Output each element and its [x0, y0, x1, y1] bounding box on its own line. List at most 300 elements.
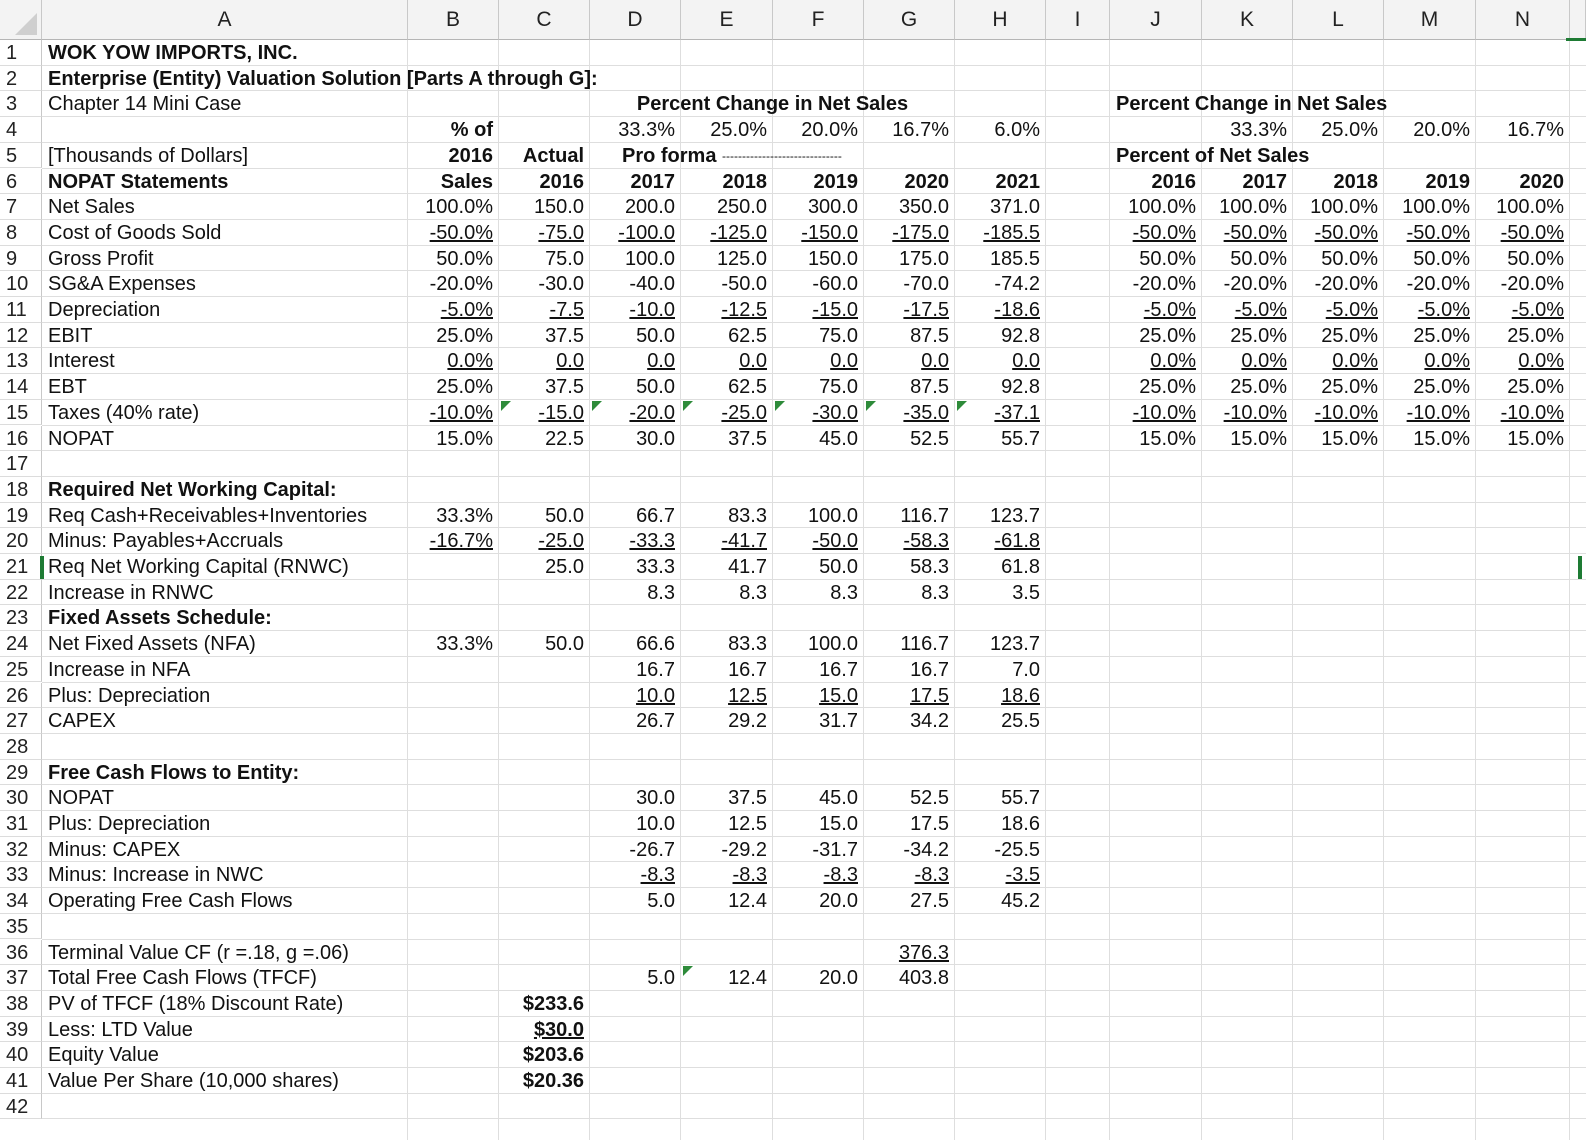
cell-D27[interactable]: 26.7: [636, 710, 675, 733]
label-fixed-0[interactable]: Net Fixed Assets (NFA): [48, 633, 256, 656]
column-header-K[interactable]: K: [1202, 0, 1293, 40]
cell-J10[interactable]: -20.0%: [1132, 273, 1196, 296]
cell-F21[interactable]: 50.0: [819, 556, 858, 578]
column-header-D[interactable]: D: [590, 0, 681, 40]
valuation-result-2[interactable]: $203.6: [522, 1044, 584, 1067]
cell-F9[interactable]: 150.0: [807, 247, 858, 270]
cell-F22[interactable]: 8.3: [830, 581, 858, 604]
cell-N13[interactable]: 0.0%: [1518, 350, 1564, 373]
cell-F12[interactable]: 75.0: [819, 324, 858, 347]
label-interest[interactable]: Interest: [48, 350, 115, 373]
cell-E10[interactable]: -50.0: [721, 273, 767, 296]
cell-C13[interactable]: 0.0: [556, 350, 584, 373]
growth-D[interactable]: 33.3%: [618, 119, 675, 142]
cell-H31[interactable]: 18.6: [1001, 813, 1040, 835]
cell-N10[interactable]: -20.0%: [1500, 273, 1564, 296]
column-header-I[interactable]: I: [1046, 0, 1110, 40]
cell-F24[interactable]: 100.0: [807, 633, 858, 656]
pro-forma-label[interactable]: Pro forma: [622, 144, 717, 167]
row-header-7[interactable]: 7: [0, 194, 42, 220]
cell-D12[interactable]: 50.0: [636, 324, 675, 347]
cell-H16[interactable]: 55.7: [1001, 427, 1040, 450]
label-nwc-0[interactable]: Req Cash+Receivables+Inventories: [48, 504, 368, 527]
growth-H[interactable]: 6.0%: [994, 119, 1040, 142]
cell-H7[interactable]: 371.0: [989, 196, 1040, 219]
cell-M15[interactable]: -10.0%: [1406, 401, 1470, 424]
cell-C14[interactable]: 37.5: [545, 376, 584, 399]
label-ebt[interactable]: EBT: [48, 376, 87, 399]
row-header-33[interactable]: 33: [0, 862, 42, 888]
cell-G22[interactable]: 8.3: [921, 581, 949, 604]
cell-F15[interactable]: -30.0: [812, 401, 858, 424]
right-year-J[interactable]: 2016: [1151, 170, 1196, 193]
cell-L9[interactable]: 50.0%: [1321, 247, 1378, 270]
tfcf-G[interactable]: 403.8: [898, 967, 949, 990]
row-header-20[interactable]: 20: [0, 528, 42, 554]
cell-D24[interactable]: 66.6: [636, 633, 675, 656]
cell-J13[interactable]: 0.0%: [1150, 350, 1196, 373]
cell-F14[interactable]: 75.0: [819, 376, 858, 399]
cell-E34[interactable]: 12.4: [728, 890, 767, 913]
row-header-38[interactable]: 38: [0, 991, 42, 1017]
cell-D33[interactable]: -8.3: [640, 864, 675, 887]
valuation-result-1[interactable]: $30.0: [533, 1018, 584, 1041]
cell-D31[interactable]: 10.0: [636, 813, 675, 835]
cell-C10[interactable]: -30.0: [538, 273, 584, 296]
label-valuation-3[interactable]: Less: LTD Value: [48, 1018, 193, 1041]
cell-L16[interactable]: 15.0%: [1321, 427, 1378, 450]
cell-G31[interactable]: 17.5: [910, 813, 949, 835]
valuation-result-0[interactable]: $233.6: [522, 992, 584, 1015]
label-gross-profit[interactable]: Gross Profit: [48, 247, 154, 270]
row-header-31[interactable]: 31: [0, 811, 42, 837]
cell-E24[interactable]: 83.3: [728, 633, 767, 656]
right-growth-K[interactable]: 33.3%: [1230, 119, 1287, 142]
label-fixed-3[interactable]: CAPEX: [48, 710, 116, 733]
cell-G32[interactable]: -34.2: [903, 838, 949, 861]
cell-E8[interactable]: -125.0: [710, 221, 767, 244]
cell-E7[interactable]: 250.0: [716, 196, 767, 219]
row-header-9[interactable]: 9: [0, 246, 42, 272]
cell-J15[interactable]: -10.0%: [1132, 401, 1196, 424]
cell-K9[interactable]: 50.0%: [1230, 247, 1287, 270]
chapter-label[interactable]: Chapter 14 Mini Case: [48, 93, 242, 116]
cell-G34[interactable]: 27.5: [910, 890, 949, 913]
cell-N9[interactable]: 50.0%: [1507, 247, 1564, 270]
valuation-result-3[interactable]: $20.36: [522, 1070, 584, 1092]
cell-M10[interactable]: -20.0%: [1406, 273, 1470, 296]
row-header-1[interactable]: 1: [0, 40, 42, 66]
label-valuation-1[interactable]: Total Free Cash Flows (TFCF): [48, 967, 317, 990]
cell-J7[interactable]: 100.0%: [1128, 196, 1196, 219]
row-header-35[interactable]: 35: [0, 914, 42, 940]
cell-F26[interactable]: 15.0: [819, 684, 858, 707]
cell-L7[interactable]: 100.0%: [1310, 196, 1378, 219]
cell-C11[interactable]: -7.5: [549, 299, 584, 321]
row-header-14[interactable]: 14: [0, 374, 42, 400]
cell-K10[interactable]: -20.0%: [1223, 273, 1287, 296]
cell-F34[interactable]: 20.0: [819, 890, 858, 913]
growth-G[interactable]: 16.7%: [892, 119, 949, 142]
cell-D20[interactable]: -33.3: [629, 530, 675, 553]
row-header-25[interactable]: 25: [0, 657, 42, 683]
year-H[interactable]: 2021: [995, 170, 1040, 193]
row-header-40[interactable]: 40: [0, 1042, 42, 1068]
cell-G15[interactable]: -35.0: [903, 401, 949, 424]
cell-K14[interactable]: 25.0%: [1230, 376, 1287, 399]
cell-E32[interactable]: -29.2: [721, 838, 767, 861]
column-header-B[interactable]: B: [408, 0, 499, 40]
cell-G30[interactable]: 52.5: [910, 787, 949, 810]
cell-F25[interactable]: 16.7: [819, 658, 858, 681]
column-header-A[interactable]: A: [42, 0, 408, 40]
label-ebit[interactable]: EBIT: [48, 324, 93, 347]
cell-N8[interactable]: -50.0%: [1500, 221, 1564, 244]
cell-D14[interactable]: 50.0: [636, 376, 675, 399]
column-header-G[interactable]: G: [864, 0, 955, 40]
cell-F19[interactable]: 100.0: [807, 504, 858, 527]
pct-of-label[interactable]: % of: [450, 119, 493, 142]
label-fcf-2[interactable]: Minus: CAPEX: [48, 838, 181, 861]
cell-L14[interactable]: 25.0%: [1321, 376, 1378, 399]
right-year-K[interactable]: 2017: [1242, 170, 1287, 193]
cell-J9[interactable]: 50.0%: [1139, 247, 1196, 270]
pct-change-header[interactable]: Percent Change in Net Sales: [636, 93, 909, 116]
cell-J16[interactable]: 15.0%: [1139, 427, 1196, 450]
cell-H34[interactable]: 45.2: [1001, 890, 1040, 913]
cell-F31[interactable]: 15.0: [819, 813, 858, 835]
cell-H14[interactable]: 92.8: [1001, 376, 1040, 399]
cell-E25[interactable]: 16.7: [728, 658, 767, 681]
cell-B5[interactable]: 2016: [448, 144, 493, 167]
cell-D26[interactable]: 10.0: [636, 684, 675, 707]
label-valuation-2[interactable]: PV of TFCF (18% Discount Rate): [48, 992, 344, 1015]
valuation-subtitle[interactable]: Enterprise (Entity) Valuation Solution [Parts A through G]:: [48, 67, 598, 90]
column-header-C[interactable]: C: [499, 0, 590, 40]
thousands-label[interactable]: [Thousands of Dollars]: [48, 144, 249, 167]
right-growth-L[interactable]: 25.0%: [1321, 119, 1378, 142]
label-valuation-5[interactable]: Value Per Share (10,000 shares): [48, 1070, 339, 1092]
row-header-27[interactable]: 27: [0, 708, 42, 734]
cell-F30[interactable]: 45.0: [819, 787, 858, 810]
cell-H20[interactable]: -61.8: [994, 530, 1040, 553]
cell-G11[interactable]: -17.5: [903, 299, 949, 321]
cell-C12[interactable]: 37.5: [545, 324, 584, 347]
cell-D8[interactable]: -100.0: [618, 221, 675, 244]
year-G[interactable]: 2020: [904, 170, 949, 193]
column-header-H[interactable]: H: [955, 0, 1046, 40]
cell-D25[interactable]: 16.7: [636, 658, 675, 681]
cell-L10[interactable]: -20.0%: [1314, 273, 1378, 296]
cell-G33[interactable]: -8.3: [914, 864, 949, 887]
cell-C19[interactable]: 50.0: [545, 504, 584, 527]
cell-M7[interactable]: 100.0%: [1402, 196, 1470, 219]
cell-K8[interactable]: -50.0%: [1223, 221, 1287, 244]
cell-G14[interactable]: 87.5: [910, 376, 949, 399]
label-cost-of-goods-sold[interactable]: Cost of Goods Sold: [48, 221, 222, 244]
label-net-sales[interactable]: Net Sales: [48, 196, 135, 219]
cell-G19[interactable]: 116.7: [900, 504, 949, 527]
cell-K13[interactable]: 0.0%: [1241, 350, 1287, 373]
cell-K15[interactable]: -10.0%: [1223, 401, 1287, 424]
cell-B8[interactable]: -50.0%: [429, 221, 493, 244]
cell-H19[interactable]: 123.7: [989, 504, 1040, 527]
cell-E20[interactable]: -41.7: [721, 530, 767, 553]
row-header-11[interactable]: 11: [0, 297, 42, 323]
right-growth-N[interactable]: 16.7%: [1507, 119, 1564, 142]
cell-E19[interactable]: 83.3: [728, 504, 767, 527]
cell-E22[interactable]: 8.3: [739, 581, 767, 604]
cell-G9[interactable]: 175.0: [898, 247, 949, 270]
terminal-value[interactable]: 376.3: [898, 941, 949, 964]
row-header-18[interactable]: 18: [0, 477, 42, 503]
cell-E13[interactable]: 0.0: [739, 350, 767, 373]
fixed-assets-heading[interactable]: Fixed Assets Schedule:: [48, 607, 272, 630]
cell-J8[interactable]: -50.0%: [1132, 221, 1196, 244]
column-header-N[interactable]: N: [1476, 0, 1570, 40]
right-year-N[interactable]: 2020: [1519, 170, 1564, 193]
cell-E31[interactable]: 12.5: [728, 813, 767, 835]
cell-L8[interactable]: -50.0%: [1314, 221, 1378, 244]
cell-H27[interactable]: 25.5: [1001, 710, 1040, 733]
cell-B12[interactable]: 25.0%: [436, 324, 493, 347]
row-header-5[interactable]: 5: [0, 143, 42, 169]
growth-F[interactable]: 20.0%: [801, 119, 858, 142]
cell-H22[interactable]: 3.5: [1012, 581, 1040, 604]
row-header-22[interactable]: 22: [0, 580, 42, 606]
cell-G16[interactable]: 52.5: [910, 427, 949, 450]
cell-E26[interactable]: 12.5: [728, 684, 767, 707]
cell-N14[interactable]: 25.0%: [1507, 376, 1564, 399]
cell-D16[interactable]: 30.0: [636, 427, 675, 450]
cell-C21[interactable]: 25.0: [545, 556, 584, 578]
column-header-J[interactable]: J: [1110, 0, 1202, 40]
row-header-13[interactable]: 13: [0, 348, 42, 374]
cell-G25[interactable]: 16.7: [910, 658, 949, 681]
cell-M16[interactable]: 15.0%: [1413, 427, 1470, 450]
year-E[interactable]: 2018: [722, 170, 767, 193]
row-header-21[interactable]: 21: [0, 554, 42, 580]
nopat-statements-heading[interactable]: NOPAT Statements: [48, 170, 229, 193]
cell-D7[interactable]: 200.0: [624, 196, 675, 219]
tfcf-E[interactable]: 12.4: [728, 967, 767, 990]
column-header-F[interactable]: F: [773, 0, 864, 40]
cell-H32[interactable]: -25.5: [994, 838, 1040, 861]
row-header-2[interactable]: 2: [0, 66, 42, 92]
cell-M14[interactable]: 25.0%: [1413, 376, 1470, 399]
cell-J11[interactable]: -5.0%: [1143, 299, 1196, 321]
column-header-M[interactable]: M: [1384, 0, 1476, 40]
row-header-32[interactable]: 32: [0, 837, 42, 863]
year-C[interactable]: 2016: [539, 170, 584, 193]
cell-C8[interactable]: -75.0: [538, 221, 584, 244]
cell-B16[interactable]: 15.0%: [436, 427, 493, 450]
cell-H30[interactable]: 55.7: [1001, 787, 1040, 810]
cell-F32[interactable]: -31.7: [812, 838, 858, 861]
cell-M12[interactable]: 25.0%: [1413, 324, 1470, 347]
cell-D21[interactable]: 33.3: [636, 556, 675, 578]
cell-E16[interactable]: 37.5: [728, 427, 767, 450]
cell-B14[interactable]: 25.0%: [436, 376, 493, 399]
cell-C15[interactable]: -15.0: [538, 401, 584, 424]
cell-E9[interactable]: 125.0: [716, 247, 767, 270]
cell-F8[interactable]: -150.0: [801, 221, 858, 244]
cell-C24[interactable]: 50.0: [545, 633, 584, 656]
label-depreciation[interactable]: Depreciation: [48, 299, 161, 321]
label-fcf-0[interactable]: NOPAT: [48, 787, 114, 810]
right-pct-change-header[interactable]: Percent Change in Net Sales: [1116, 93, 1388, 116]
cell-L11[interactable]: -5.0%: [1325, 299, 1378, 321]
cell-G8[interactable]: -175.0: [892, 221, 949, 244]
row-header-19[interactable]: 19: [0, 503, 42, 529]
cell-J14[interactable]: 25.0%: [1139, 376, 1196, 399]
cell-L15[interactable]: -10.0%: [1314, 401, 1378, 424]
tfcf-D[interactable]: 5.0: [647, 967, 675, 990]
cell-N15[interactable]: -10.0%: [1500, 401, 1564, 424]
cell-K11[interactable]: -5.0%: [1234, 299, 1287, 321]
growth-E[interactable]: 25.0%: [710, 119, 767, 142]
label-fixed-1[interactable]: Increase in NFA: [48, 658, 191, 681]
row-header-16[interactable]: 16: [0, 426, 42, 452]
cell-G24[interactable]: 116.7: [900, 633, 949, 656]
row-header-29[interactable]: 29: [0, 760, 42, 786]
cell-G10[interactable]: -70.0: [903, 273, 949, 296]
cell-M11[interactable]: -5.0%: [1417, 299, 1470, 321]
label-nwc-1[interactable]: Minus: Payables+Accruals: [48, 530, 284, 553]
label-fcf-4[interactable]: Operating Free Cash Flows: [48, 890, 293, 913]
year-F[interactable]: 2019: [813, 170, 858, 193]
cell-G27[interactable]: 34.2: [910, 710, 949, 733]
cell-F10[interactable]: -60.0: [812, 273, 858, 296]
cell-D22[interactable]: 8.3: [647, 581, 675, 604]
cell-B10[interactable]: -20.0%: [429, 273, 493, 296]
row-header-10[interactable]: 10: [0, 271, 42, 297]
cell-E12[interactable]: 62.5: [728, 324, 767, 347]
column-header-L[interactable]: L: [1293, 0, 1384, 40]
cell-G12[interactable]: 87.5: [910, 324, 949, 347]
cell-H9[interactable]: 185.5: [989, 247, 1040, 270]
row-header-12[interactable]: 12: [0, 323, 42, 349]
cell-G26[interactable]: 17.5: [910, 684, 949, 707]
cell-F16[interactable]: 45.0: [819, 427, 858, 450]
label-valuation-4[interactable]: Equity Value: [48, 1044, 159, 1067]
cell-M8[interactable]: -50.0%: [1406, 221, 1470, 244]
cell-M9[interactable]: 50.0%: [1413, 247, 1470, 270]
label-nwc-3[interactable]: Increase in RNWC: [48, 581, 214, 604]
cell-G13[interactable]: 0.0: [921, 350, 949, 373]
cell-C9[interactable]: 75.0: [545, 247, 584, 270]
row-header-37[interactable]: 37: [0, 965, 42, 991]
cell-H13[interactable]: 0.0: [1012, 350, 1040, 373]
year-D[interactable]: 2017: [630, 170, 675, 193]
cell-B13[interactable]: 0.0%: [447, 350, 493, 373]
row-header-39[interactable]: 39: [0, 1017, 42, 1043]
label-sg-a-expenses[interactable]: SG&A Expenses: [48, 273, 196, 296]
right-growth-M[interactable]: 20.0%: [1413, 119, 1470, 142]
cell-H21[interactable]: 61.8: [1001, 556, 1040, 578]
cell-E15[interactable]: -25.0: [721, 401, 767, 424]
cell-L12[interactable]: 25.0%: [1321, 324, 1378, 347]
cell-B11[interactable]: -5.0%: [440, 299, 493, 321]
row-header-3[interactable]: 3: [0, 91, 42, 117]
row-header-24[interactable]: 24: [0, 631, 42, 657]
cell-D19[interactable]: 66.7: [636, 504, 675, 527]
cell-D10[interactable]: -40.0: [629, 273, 675, 296]
label-nwc-2[interactable]: Req Net Working Capital (RNWC): [48, 556, 349, 578]
cell-F13[interactable]: 0.0: [830, 350, 858, 373]
cell-G7[interactable]: 350.0: [898, 196, 949, 219]
cell-C7[interactable]: 150.0: [533, 196, 584, 219]
label-fcf-1[interactable]: Plus: Depreciation: [48, 813, 211, 835]
label-nopat[interactable]: NOPAT: [48, 427, 114, 450]
cell-F33[interactable]: -8.3: [823, 864, 858, 887]
cell-B7[interactable]: 100.0%: [425, 196, 493, 219]
row-header-28[interactable]: 28: [0, 734, 42, 760]
cell-D9[interactable]: 100.0: [624, 247, 675, 270]
cell-K7[interactable]: 100.0%: [1219, 196, 1287, 219]
cell-C16[interactable]: 22.5: [545, 427, 584, 450]
row-header-41[interactable]: 41: [0, 1068, 42, 1094]
row-header-17[interactable]: 17: [0, 451, 42, 477]
cell-C20[interactable]: -25.0: [538, 530, 584, 553]
cell-D15[interactable]: -20.0: [629, 401, 675, 424]
cell-N7[interactable]: 100.0%: [1496, 196, 1564, 219]
cell-F27[interactable]: 31.7: [819, 710, 858, 733]
label-fixed-2[interactable]: Plus: Depreciation: [48, 684, 211, 707]
row-header-36[interactable]: 36: [0, 940, 42, 966]
row-header-4[interactable]: 4: [0, 117, 42, 143]
row-header-6[interactable]: 6: [0, 169, 42, 195]
company-title[interactable]: WOK YOW IMPORTS, INC.: [48, 42, 298, 64]
cell-D13[interactable]: 0.0: [647, 350, 675, 373]
cell-E27[interactable]: 29.2: [728, 710, 767, 733]
cell-N11[interactable]: -5.0%: [1511, 299, 1564, 321]
cell-D32[interactable]: -26.7: [629, 838, 675, 861]
label-valuation-0[interactable]: Terminal Value CF (r =.18, g =.06): [48, 941, 349, 964]
tfcf-F[interactable]: 20.0: [819, 967, 858, 990]
column-header-E[interactable]: E: [681, 0, 773, 40]
cell-B9[interactable]: 50.0%: [436, 247, 493, 270]
cell-J12[interactable]: 25.0%: [1139, 324, 1196, 347]
cell-D34[interactable]: 5.0: [647, 890, 675, 913]
cell-B20[interactable]: -16.7%: [429, 530, 493, 553]
right-year-M[interactable]: 2019: [1425, 170, 1470, 193]
cell-L13[interactable]: 0.0%: [1332, 350, 1378, 373]
cell-H12[interactable]: 92.8: [1001, 324, 1040, 347]
cell-E14[interactable]: 62.5: [728, 376, 767, 399]
row-header-26[interactable]: 26: [0, 683, 42, 709]
cell-H33[interactable]: -3.5: [1005, 864, 1040, 887]
fcf-heading[interactable]: Free Cash Flows to Entity:: [48, 761, 300, 784]
cell-E21[interactable]: 41.7: [728, 556, 767, 578]
cell-M13[interactable]: 0.0%: [1424, 350, 1470, 373]
row-header-8[interactable]: 8: [0, 220, 42, 246]
cell-D30[interactable]: 30.0: [636, 787, 675, 810]
cell-G21[interactable]: 58.3: [910, 556, 949, 578]
cell-B6[interactable]: Sales: [440, 170, 493, 193]
actual-label[interactable]: Actual: [522, 144, 584, 167]
cell-H8[interactable]: -185.5: [983, 221, 1040, 244]
cell-F20[interactable]: -50.0: [812, 530, 858, 553]
cell-B19[interactable]: 33.3%: [436, 504, 493, 527]
cell-B24[interactable]: 33.3%: [436, 633, 493, 656]
label-fcf-3[interactable]: Minus: Increase in NWC: [48, 864, 264, 887]
cell-E30[interactable]: 37.5: [728, 787, 767, 810]
cell-E11[interactable]: -12.5: [721, 299, 767, 321]
select-all-corner[interactable]: [0, 0, 42, 40]
cell-H10[interactable]: -74.2: [994, 273, 1040, 296]
cell-H25[interactable]: 7.0: [1012, 658, 1040, 681]
